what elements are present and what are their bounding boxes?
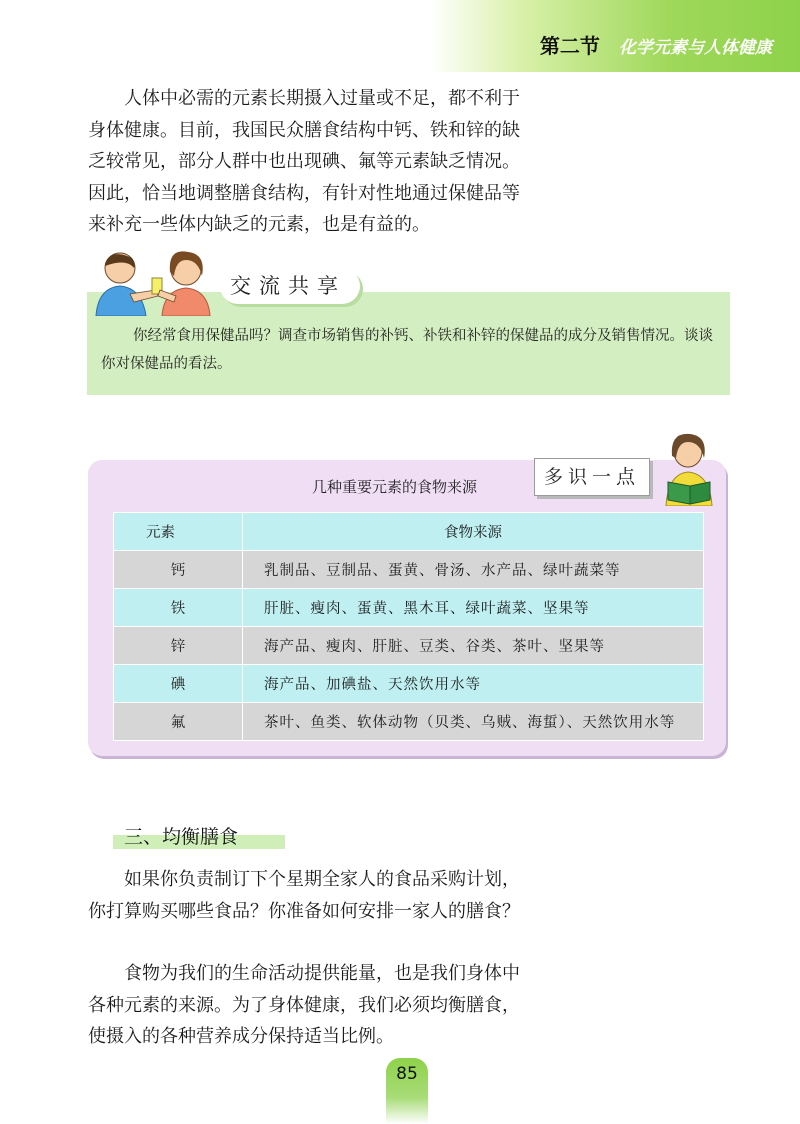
body-paragraph-1: 人体中必需的元素长期摄入过量或不足，都不利于身体健康。目前，我国民众膳食结构中钙、铁和锌的缺乏较常见，部分人群中也出现碘、氟等元素缺乏情况。因此，恰当地调整膳食结构，有针对性地通过保健品等来补充一些体内缺乏的元素，也是有益的。 — [88, 88, 520, 235]
knowledge-badge: 多识一点 — [534, 458, 650, 496]
discussion-title: 交流共享 — [220, 268, 360, 304]
body-paragraph-3: 食物为我们的生命活动提供能量，也是我们身体中各种元素的来源。为了身体健康，我们必须均衡膳食，使摄入的各种营养成分保持适当比例。 — [88, 963, 520, 1047]
body-paragraph-2: 如果你负责制订下个星期全家人的食品采购计划，你打算购买哪些食品？你准备如何安排一家人的膳食？ — [88, 869, 520, 922]
section-topic: 化学元素与人体健康 — [619, 38, 772, 58]
sources-cell: 乳制品、豆制品、蛋黄、骨汤、水产品、绿叶蔬菜等 — [243, 551, 704, 589]
header-element: 元素 — [114, 513, 243, 551]
element-cell: 氟 — [114, 703, 243, 741]
element-cell: 钙 — [114, 551, 243, 589]
table-row — [114, 551, 704, 589]
chapter-header — [540, 30, 772, 59]
two-students-illustration — [90, 250, 220, 316]
table-title: 几种重要元素的食物来源 — [312, 478, 478, 496]
element-cell: 锌 — [114, 627, 243, 665]
table-row — [114, 665, 704, 703]
page-number: 85 — [396, 1064, 418, 1084]
sources-cell: 肝脏、瘦肉、蛋黄、黑木耳、绿叶蔬菜、坚果等 — [243, 589, 704, 627]
header-sources: 食物来源 — [243, 513, 704, 551]
element-cell: 碘 — [114, 665, 243, 703]
discussion-text: 你经常食用保健品吗？调查市场销售的补钙、补铁和补锌的保健品的成分及销售情况。谈谈你对保健品的看法。 — [101, 328, 713, 372]
reading-girl-illustration — [660, 430, 718, 506]
food-sources-table — [113, 512, 704, 741]
table-row — [114, 703, 704, 741]
table-row — [114, 589, 704, 627]
table-header-row — [114, 513, 704, 551]
element-cell: 铁 — [114, 589, 243, 627]
sources-cell: 海产品、瘦肉、肝脏、豆类、谷类、茶叶、坚果等 — [243, 627, 704, 665]
section-heading: 三、均衡膳食 — [124, 826, 239, 848]
sources-cell: 海产品、加碘盐、天然饮用水等 — [243, 665, 704, 703]
sources-cell: 茶叶、鱼类、软体动物（贝类、乌贼、海蜇）、天然饮用水等 — [243, 703, 704, 741]
table-row — [114, 627, 704, 665]
section-number: 第二节 — [539, 34, 600, 58]
